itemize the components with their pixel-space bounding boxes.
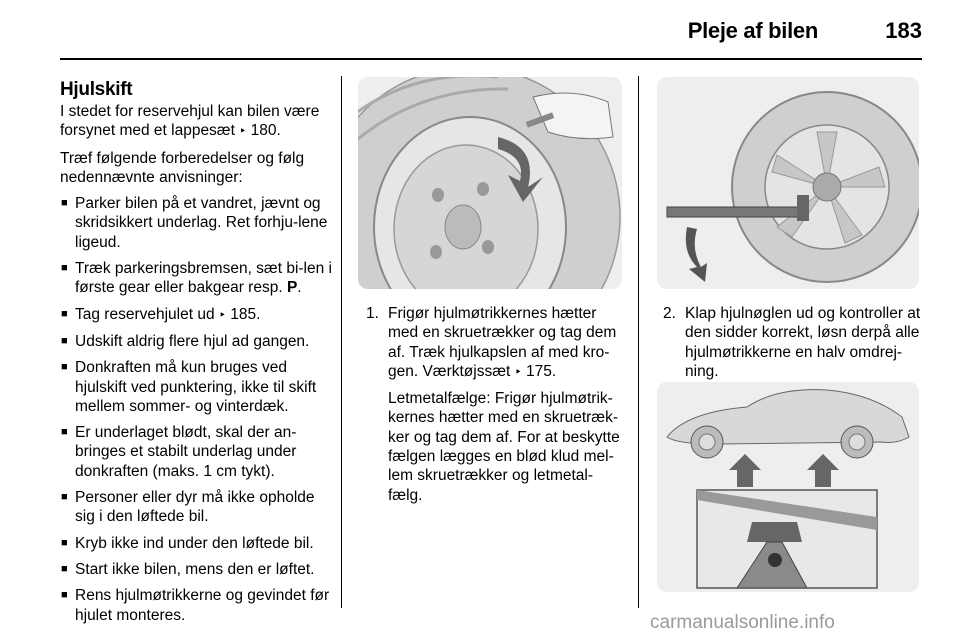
list-item [60, 305, 335, 325]
step-2 [663, 304, 925, 388]
step-text [388, 304, 626, 382]
intro-reference: 180. [250, 122, 281, 140]
list-item: ■ Træk parkeringsbremsen, sæt bi-len i første gear eller bakgear resp. P. [60, 259, 335, 298]
text-column [60, 78, 335, 632]
step-note: Letmetalfælge: Frigør hjulmøtrik-kernes hætter med en skruetræk-ker og tag dem af. For at beskytte fælgen lægges en blød klud mel-lem skruetrækker og letmetal-fælg. [388, 390, 620, 504]
page-title: Pleje af bilen [687, 18, 818, 43]
step-text: Klap hjulnøglen ud og kontroller at den sidder korrekt, løsn derpå alle hjulmøtrikkerne en halv omdrej-ning. [685, 305, 921, 380]
jacking-point-illustration [657, 382, 919, 592]
prep-paragraph: Træf følgende forberedelser og følg nedennævnte anvisninger: [60, 149, 305, 186]
instruction-list [60, 194, 335, 625]
wheel-wrench-illustration [657, 77, 919, 289]
gear-letter: P [286, 279, 298, 297]
list-item-reference: 185. [230, 305, 261, 323]
list-item: ■ Rens hjulmøtrikkerne og gevindet før hjulet monteres. [60, 586, 335, 625]
header-divider [60, 58, 922, 60]
hubcap-removal-illustration [358, 77, 622, 289]
step-body [685, 304, 925, 381]
column-divider-1 [341, 76, 342, 608]
intro-text: I stedet for reservehjul kan bilen være forsynet med et lappesæt [60, 103, 320, 140]
list-item: ■ Parker bilen på et vandret, jævnt og skridsikkert underlag. Ret forhju-lene ligeud. [60, 194, 335, 252]
step-instruction: Frigør hjulmøtrikkernes hætter med en skruetrækker og tag dem af. Træk hjulkapslen af med kro-gen. Værktøjssæt [388, 305, 617, 380]
list-item-text: Træk parkeringsbremsen, sæt bi-len i første gear eller bakgear resp. [75, 260, 332, 297]
list-item: ■ Personer eller dyr må ikke opholde sig i den løftede bil. [60, 488, 335, 527]
list-item: ■ Er underlaget blødt, skal der an-bringes et stabilt underlag under donkraften (maks. 1 cm tykt). [60, 423, 335, 481]
list-item: ■ Start ikke bilen, mens den er løftet. [60, 560, 335, 579]
step-number: 2. [663, 305, 676, 322]
column-divider-2 [638, 76, 639, 608]
step-reference: 175. [526, 362, 557, 380]
list-item: ■ Donkraften må kun bruges ved hjulskift ved punktering, ikke til skift mellem sommer- og vinterdæk. [60, 358, 335, 416]
reference-arrow-icon: ‣ [218, 307, 226, 322]
reference-arrow-icon: ‣ [239, 124, 247, 139]
list-item: ■ Kryb ikke ind under den løftede bil. [60, 534, 335, 553]
page-number: 183 [885, 18, 922, 43]
watermark: carmanualsonline.info [650, 612, 835, 633]
section-heading: Hjulskift [60, 79, 133, 100]
list-item: ■ Udskift aldrig flere hjul ad gangen. [60, 332, 335, 351]
step-1 [366, 304, 626, 512]
intro-paragraph [60, 102, 335, 142]
step-body [388, 304, 626, 505]
reference-arrow-icon: ‣ [514, 364, 522, 379]
list-item-text: Tag reservehjulet ud [75, 305, 215, 323]
step-number: 1. [366, 305, 379, 322]
